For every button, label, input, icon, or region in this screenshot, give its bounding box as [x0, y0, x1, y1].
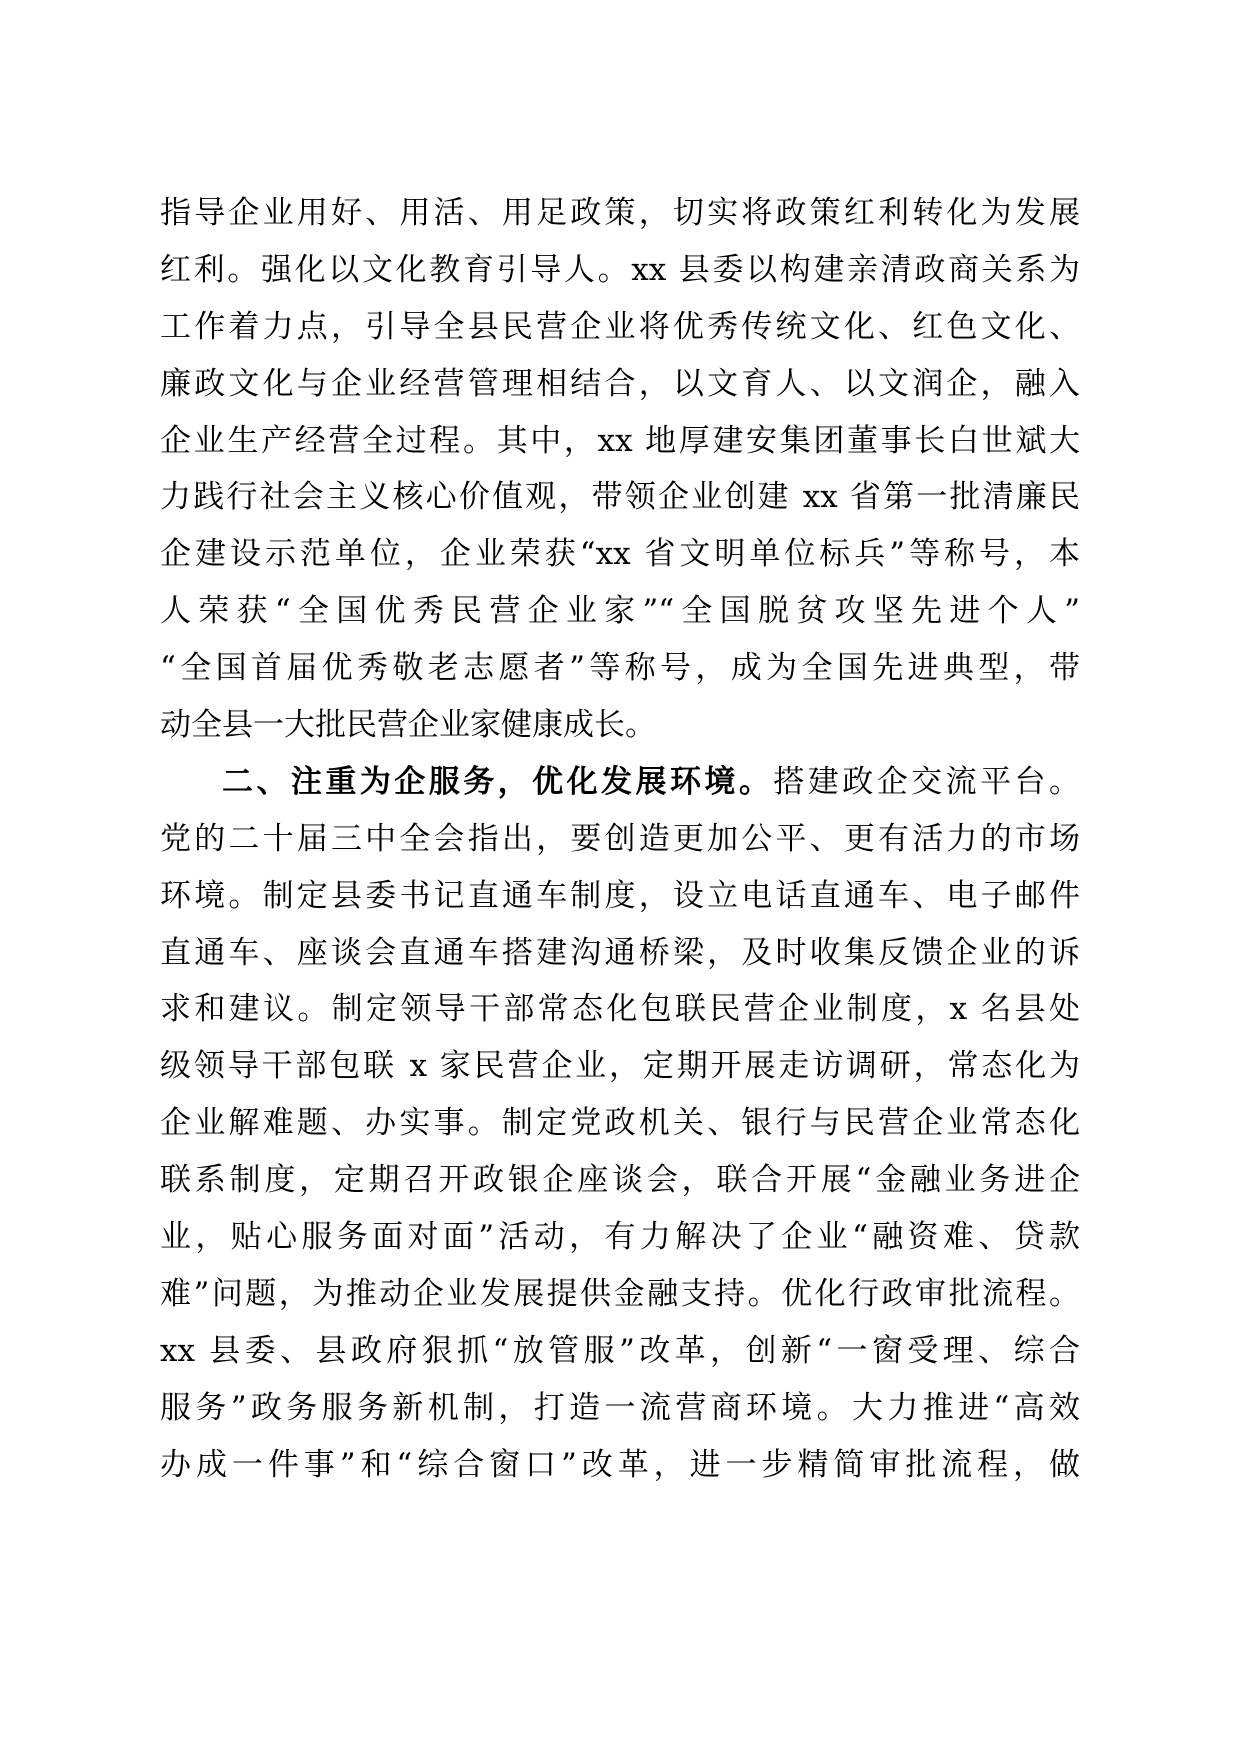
text-line: 企业解难题、办实事。制定党政机关、银行与民营企业常态化	[160, 1105, 1080, 1142]
text-line: 人荣获“全国优秀民营企业家”“全国脱贫攻坚先进个人”	[160, 593, 1080, 630]
text-line: 廉政文化与企业经营管理相结合，以文育人、以文润企，融入	[160, 365, 1080, 402]
paragraph-1	[160, 185, 1080, 754]
text-line: 企建设示范单位，企业荣获“xx 省文明单位标兵”等称号，本	[160, 536, 1080, 573]
text-line: 红利。强化以文化教育引导人。xx 县委以构建亲清政商关系为	[160, 251, 1080, 288]
text-line: 难”问题，为推动企业发展提供金融支持。优化行政审批流程。	[160, 1275, 1080, 1312]
text-line: 指导企业用好、用活、用足政策，切实将政策红利转化为发展	[160, 195, 1080, 231]
paragraph-2	[160, 754, 1080, 1494]
text-line: 力践行社会主义核心价值观，带领企业创建 xx 省第一批清廉民	[160, 479, 1080, 516]
text-line: 求和建议。制定领导干部常态化包联民营企业制度，x 名县处	[160, 991, 1080, 1028]
text-line: 联系制度，定期召开政银企座谈会，联合开展“金融业务进企	[160, 1162, 1080, 1199]
text-line: 业，贴心服务面对面”活动，有力解决了企业“融资难、贷款	[160, 1219, 1080, 1256]
text-line: 工作着力点，引导全县民营企业将优秀传统文化、红色文化、	[160, 308, 1080, 345]
paragraph-2-first-line	[160, 754, 1080, 811]
text-line: 企业生产经营全过程。其中，xx 地厚建安集团董事长白世斌大	[160, 422, 1080, 459]
text-line: xx 县委、县政府狠抓“放管服”改革，创新“一窗受理、综合	[160, 1332, 1080, 1369]
paragraph-2-lead-text: 搭建政企交流平台。	[773, 763, 1081, 800]
text-line: “全国首届优秀敬老志愿者”等称号，成为全国先进典型，带	[160, 650, 1080, 687]
text-line: 服务”政务服务新机制，打造一流营商环境。大力推进“高效	[160, 1389, 1080, 1426]
section-heading: 二、注重为企服务，优化发展环境。	[222, 763, 774, 800]
document-body	[160, 185, 1080, 1493]
text-line: 直通车、座谈会直通车搭建沟通桥梁，及时收集反馈企业的诉	[160, 934, 1080, 971]
text-line: 动全县一大批民营企业家健康成长。	[160, 707, 656, 744]
text-line: 环境。制定县委书记直通车制度，设立电话直通车、电子邮件	[160, 877, 1080, 914]
text-line: 办成一件事”和“综合窗口”改革，进一步精简审批流程，做	[160, 1446, 1080, 1483]
text-line: 级领导干部包联 x 家民营企业，定期开展走访调研，常态化为	[160, 1048, 1080, 1085]
text-line: 党的二十届三中全会指出，要创造更加公平、更有活力的市场	[160, 820, 1080, 857]
